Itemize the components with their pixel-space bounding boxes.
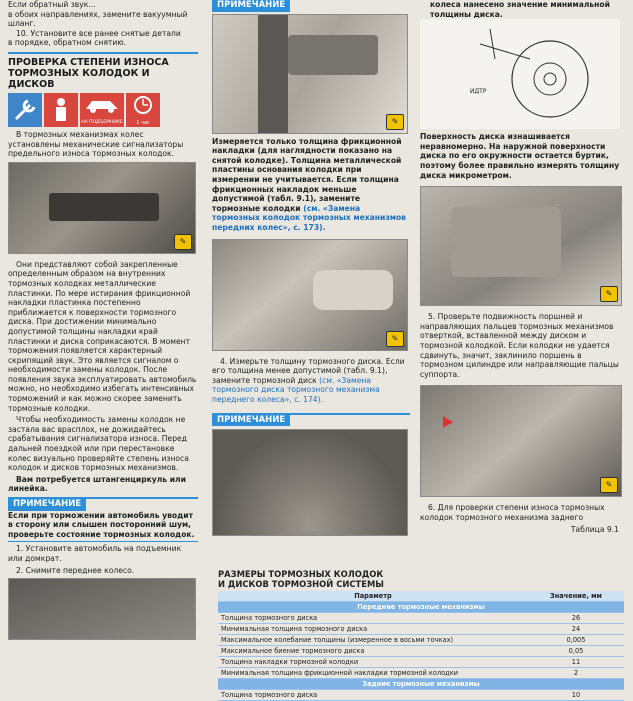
diagram-label: ИДТР [470,88,487,96]
right-column [420,0,625,534]
time-label: 1 час [136,119,150,126]
value-cell: 11 [528,657,624,668]
right-top-caption: колеса нанесено значение минимальной толщины диска. [430,0,610,19]
caption-2: Поверхность диска изнашивается неравномерно. На наружной поверхности диска по его окружности остается буртик, поэтому более правильно измерять толщину диска микрометром. [420,132,620,180]
step-4 [212,357,410,405]
brake-dimensions-table [218,570,624,701]
note-text: Если при торможении автомобиль уводит в сторону или слышен посторонний шум, проверьте состояние тормозных колодок. [8,510,195,539]
value-cell: 2 [528,668,624,679]
top-line-1: Если обратный звук... [8,0,96,9]
table-row [218,624,624,635]
clock-icon [126,93,160,127]
caption-1-text: Измеряется только толщина фрикционной накладки (для наглядности показано на снятой колодке). Толщина металлической пластины основания колодки при измерении не учитывается. Если толщина фрикционных накладок меньше допустимой (табл. 9.1), замените тормозные колодки [212,136,402,213]
param-cell: Толщина тормозного диска [218,613,528,624]
col-param-header: Параметр [218,591,528,602]
value-cell: 26 [528,613,624,624]
danger-person-icon [44,93,78,127]
table-row [218,613,624,624]
intro-text: В тормозных механизмах колес установлены механические сигнализаторы предельного износа тормозных колодок. [8,129,184,159]
heading-line-2: ТОРМОЗНЫХ КОЛОДОК И ДИСКОВ [8,67,150,90]
brake-pad-photo [8,162,196,254]
rear-section-label: Задние тормозные механизмы [218,679,624,690]
camera-badge-icon: ✎ [174,234,192,250]
value-cell: 10 [528,690,624,701]
camera-badge-icon: ✎ [386,331,404,347]
disc-drawing [420,19,620,129]
rear-section-row [218,679,624,690]
section-heading [8,57,198,90]
table-row [218,657,624,668]
front-section-row [218,602,624,613]
caption-1 [212,137,410,233]
caliper-measure-photo [212,14,408,134]
table-title-2: И ДИСКОВ ТОРМОЗНОЙ СИСТЕМЫ [218,578,384,589]
value-cell: 0,05 [528,646,624,657]
param-cell: Максимальное колебание толщины (измеренное в восьми точках) [218,635,528,646]
disc-measure-photo [212,239,408,351]
camera-badge-icon: ✎ [600,477,618,493]
col-value-header: Значение, мм [528,591,624,602]
note-rule-bottom [8,541,198,542]
tools-text: Вам потребуется штангенциркуль или линейка. [8,474,186,494]
left-column [8,0,198,640]
note-heading-top: ПРИМЕЧАНИЕ [212,0,290,12]
section-rule [8,52,198,54]
step-5: 5. Проверьте подвижность поршней и направляющих пальцев тормозных механизмов отверткой, вставленной между диском и тормозной колодкой. Если колодки не удается сдвинуть, значит, заклинило поршень в тормозном цилиндре или направляющие пальцы суппорта. [420,312,619,379]
camera-badge-icon: ✎ [386,114,404,130]
front-section-label: Передние тормозные механизмы [218,602,624,613]
value-cell: 0,005 [528,635,624,646]
step-4-text: 4. Измерьте толщину тормозного диска. Если его толщина менее допустимой (табл. 9.1), замените тормозной диск [212,356,405,385]
param-cell: Минимальная толщина фрикционной накладки тормозной колодки [218,668,528,679]
caliper-photo [420,186,622,306]
param-cell: Минимальная толщина тормозного диска [218,624,528,635]
body-text: Они представляют собой закрепленные определенным образом на внутренних тормозных колодках металлические пластинки. По мере истирания фрикционной накладки пластинка постепенно приближается к поверхности тормозного диска. При достижении минимально допустимой толщины накладки край пластинки и диска соприкасаются. В момент торможения появляется характерный скрипящий звук. Это является сигналом о необходимости замены колодок. После появления звука эксплуатировать автомобиль можно, но необходимо избегать интенсивных торможений и как можно скорее заменить тормозные колодки. [8,259,197,413]
step-6: 6. Для проверки степени износа тормозных колодок тормозного механизма заднего [420,503,605,522]
top-line-5: в порядке, обратном снятию. [8,38,127,48]
rear-brake-photo [420,385,622,497]
requirement-icons [8,93,198,127]
table-row [218,668,624,679]
car-lift-icon [80,93,124,127]
dimensions-table [218,591,624,701]
top-line-2: в обоих направлениях, замените вакуумный [8,9,188,19]
wheel-photo [8,578,196,640]
disc-surface-photo [212,429,408,536]
table-row [218,646,624,657]
table-title [218,570,624,589]
value-cell: 24 [528,624,624,635]
wrench-icon [8,93,42,127]
top-line-3: шланг. [8,19,36,29]
body-text-2: Чтобы необходимость замены колодок не застала вас врасплох, не дожидайтесь срабатывания сигнализатора износа. Перед дальней поездкой или при перестановке колес визуально проверяйте степень износа колодок и дисков тормозных механизмов. [8,415,189,473]
table-header-row [218,591,624,602]
table-row [218,635,624,646]
step-4-link[interactable]: (см. «Замена тормозного диска тормозного механизма переднего колеса», с. 174). [212,375,380,404]
caption-1-link[interactable]: (см. «Замена тормозных колодок тормозных механизмов передних колес», с. 173). [212,203,406,232]
step-1: 1. Установите автомобиль на подъемник или домкрат. [8,544,182,563]
param-cell: Толщина накладки тормозной колодки [218,657,528,668]
lift-label: НА ПОДЪЕМНИКЕ [81,119,123,125]
table-title-1: РАЗМЕРЫ ТОРМОЗНЫХ КОЛОДОК [218,569,384,579]
param-cell: Максимальное биение тормозного диска [218,646,528,657]
camera-badge-icon: ✎ [600,286,618,302]
top-line-4: 10. Установите все ранее снятые детали [16,28,181,38]
table-number: Таблица 9.1 [570,524,619,534]
middle-column [212,0,410,536]
heading-line-1: ПРОВЕРКА СТЕПЕНИ ИЗНОСА [8,56,169,68]
note-heading: ПРИМЕЧАНИЕ [8,499,86,511]
disc-diagram [420,19,620,129]
param-cell: Толщина тормозного диска [218,690,528,701]
note-heading-2: ПРИМЕЧАНИЕ [212,415,290,427]
table-row [218,690,624,701]
red-arrow-icon [443,416,453,428]
step-2: 2. Снимите переднее колесо. [16,565,135,575]
